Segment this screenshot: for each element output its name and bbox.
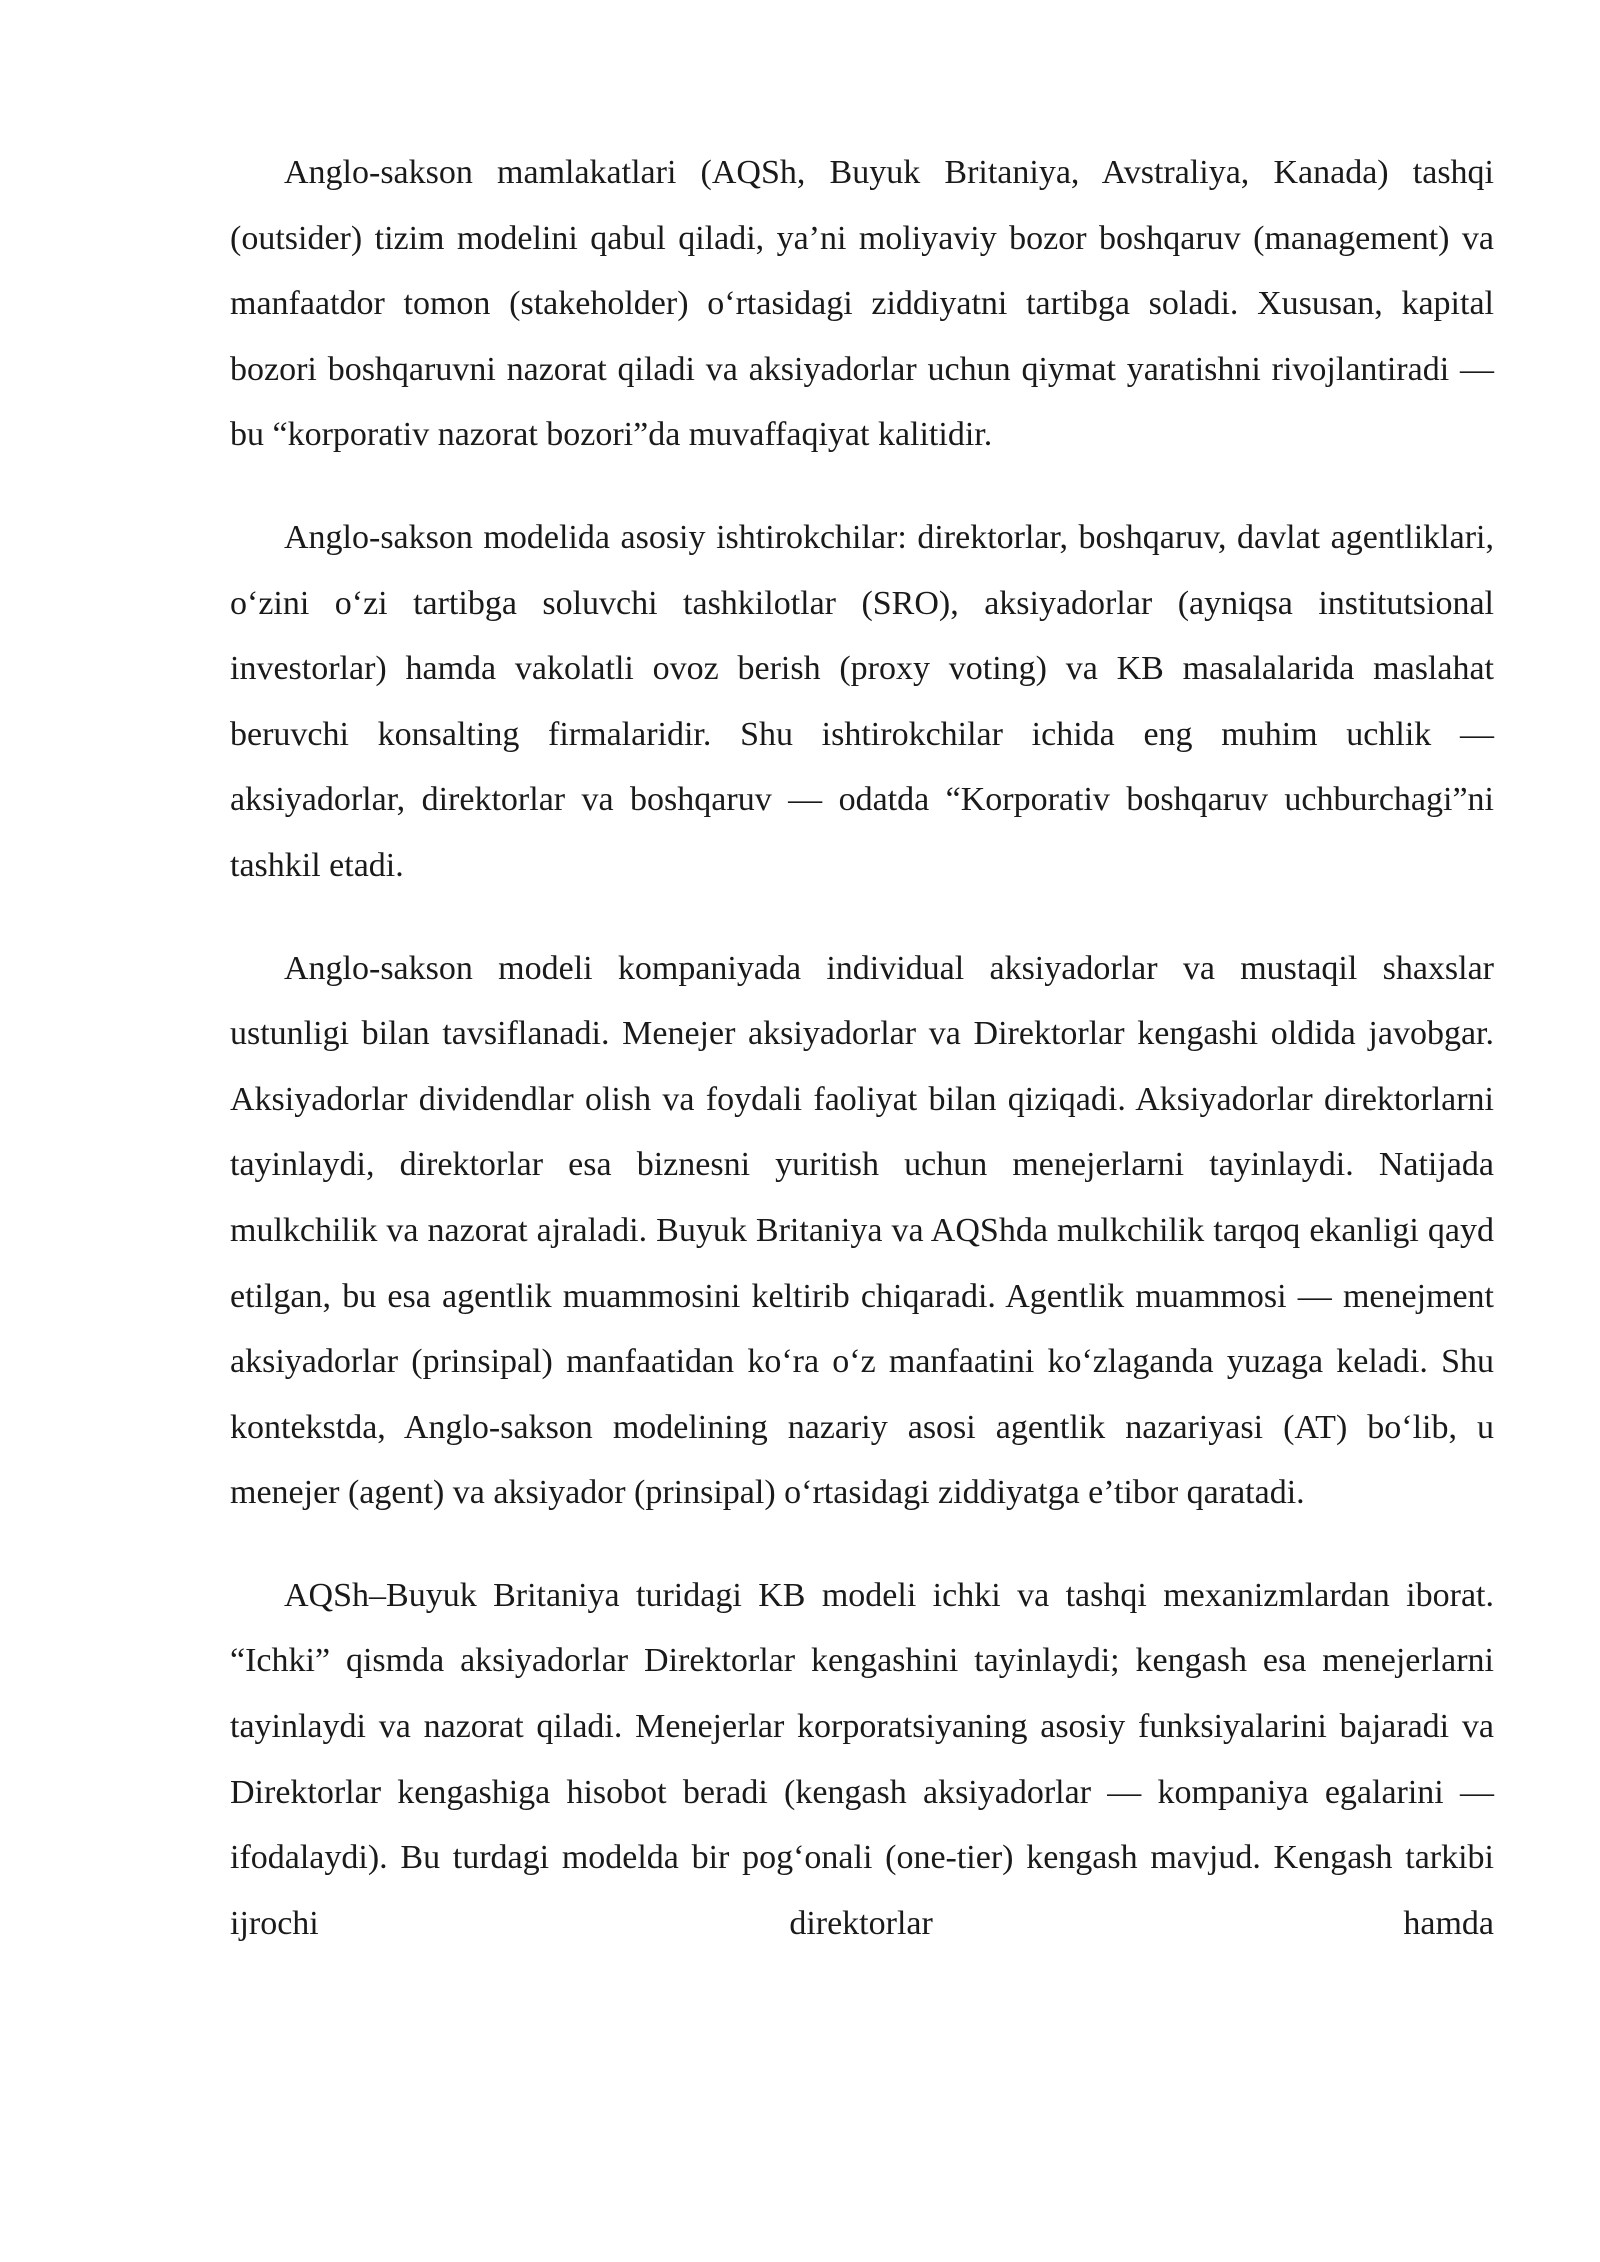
paragraph-anglo-saxon-countries: Anglo-sakson mamlakatlari (AQSh, Buyuk Britaniya, Avstraliya, Kanada) tashqi (outsider) tizim modelini qabul qiladi, ya’ni moliyaviy bozor boshqaruv (management) va manfaatdor tomon (stakeholder) o‘rtasidagi ziddiyatni tartibga soladi. Xususan, kapital bozori boshqaruvni nazorat qiladi va aksiyadorlar uchun qiymat yaratishni rivojlantiradi — bu “korporativ nazorat bozori”da muvaffaqiyat kalitidir. (230, 154, 1494, 454)
paragraph-agency-problem: Anglo-sakson modeli kompaniyada individual aksiyadorlar va mustaqil shaxslar ustunligi bilan tavsiflanadi. Menejer aksiyadorlar va Direktorlar kengashi oldida javobgar. Aksiyadorlar dividendlar olish va foydali faoliyat bilan qiziqadi. Aksiyadorlar direktorlarni tayinlaydi, direktorlar esa biznesni yuritish uchun menejerlarni tayinlaydi. Natijada mulkchilik va nazorat ajraladi. Buyuk Britaniya va AQShda mulkchilik tarqoq ekanligi qayd etilgan, bu esa agentlik muammosini keltirib chiqaradi. Agentlik muammosi — menejment aksiyadorlar (prinsipal) manfaatidan ko‘ra o‘z manfaatini ko‘zlaganda yuzaga keladi. Shu kontekstda, Anglo-sakson modelining nazariy asosi agentlik nazariyasi (AT) bo‘lib, u menejer (agent) va aksiyador (prinsipal) o‘rtasidagi ziddiyatga e’tibor qaratadi. (230, 949, 1494, 1512)
document-page (230, 140, 1494, 1993)
paragraph-main-participants: Anglo-sakson modelida asosiy ishtirokchilar: direktorlar, boshqaruv, davlat agentliklari, o‘zini o‘zi tartibga soluvchi tashkilotlar (SRO), aksiyadorlar (ayniqsa institutsional investorlar) hamda vakolatli ovoz berish (proxy voting) va KB masalalarida maslahat beruvchi konsalting firmalaridir. Shu ishtirokchilar ichida eng muhim uchlik — aksiyadorlar, direktorlar va boshqaruv — odatda “Korporativ boshqaruv uchburchagi”ni tashkil etadi. (230, 518, 1494, 884)
paragraph-us-uk-model: AQSh–Buyuk Britaniya turidagi KB modeli ichki va tashqi mexanizmlardan iborat. “Ichki” qismda aksiyadorlar Direktorlar kengashini tayinlaydi; kengash esa menejerlarni tayinlaydi va nazorat qiladi. Menejerlar korporatsiyaning asosiy funksiyalarini bajaradi va Direktorlar kengashiga hisobot beradi (kengash aksiyadorlar — kompaniya egalarini — ifodalaydi). Bu turdagi modelda bir pog‘onali (one-tier) kengash mavjud. Kengash tarkibi ijrochi direktorlar hamda (230, 1576, 1494, 1942)
